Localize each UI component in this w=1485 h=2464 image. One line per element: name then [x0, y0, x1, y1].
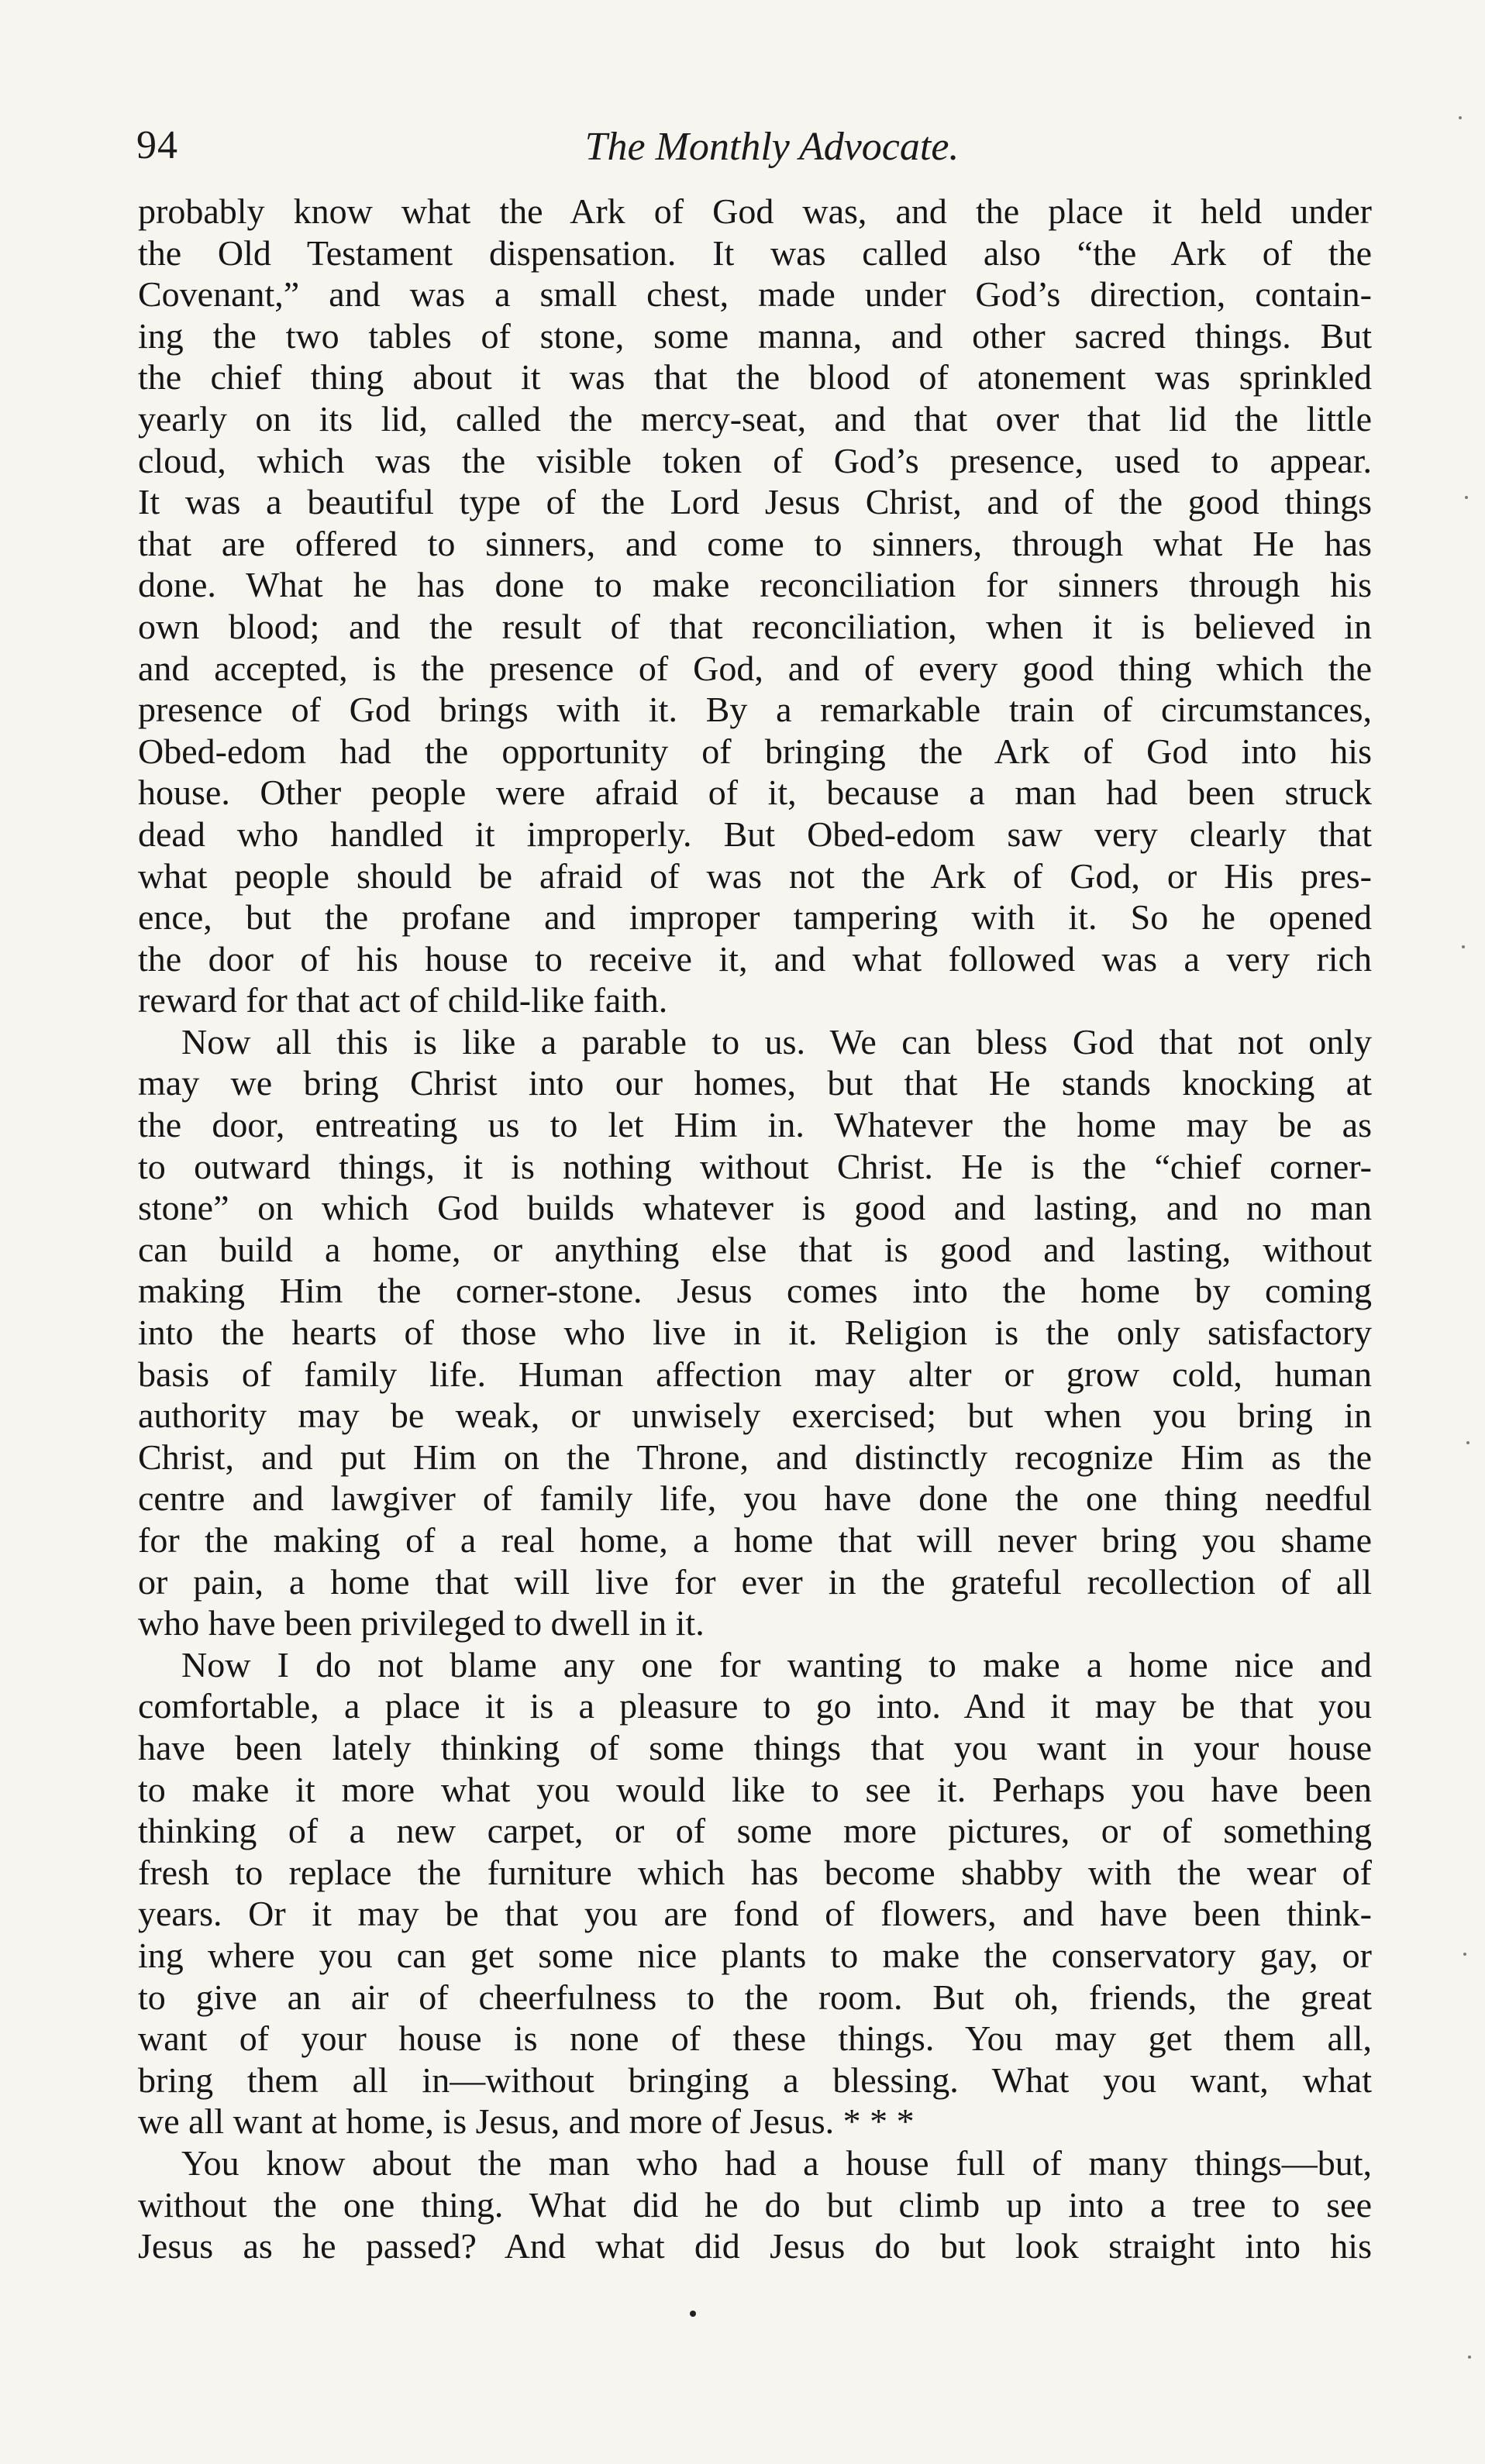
text-line: Now I do not blame any one for wanting to make a home nice and — [181, 1644, 1372, 1685]
text-line: that are offered to sinners, and come to sinners, through what He has — [138, 523, 1372, 563]
text-line: we all want at home, is Jesus, and more of Jesus. * * * — [138, 2101, 915, 2142]
paragraph-1 — [138, 191, 1372, 1021]
text-line: fresh to replace the furniture which has become shabby with the wear of — [138, 1852, 1372, 1892]
page-number: 94 — [136, 123, 178, 167]
text-line: centre and lawgiver of family life, you have done the one thing needful — [138, 1478, 1372, 1519]
text-line: house. Other people were afraid of it, because a man had been struck — [138, 773, 1372, 813]
text-line: for the making of a real home, a home that will never bring you shame — [138, 1520, 1372, 1560]
edge-speck — [1462, 945, 1465, 948]
text-line: what people should be afraid of was not the Ark of God, or His pres- — [138, 855, 1372, 896]
text-line: to give an air of cheerfulness to the room. But oh, friends, the great — [138, 1977, 1372, 2017]
text-line: presence of God brings with it. By a remarkable train of circumstances, — [138, 690, 1372, 730]
text-line: making Him the corner-stone. Jesus comes into the home by coming — [138, 1271, 1372, 1311]
text-line: own blood; and the result of that reconciliation, when it is believed in — [138, 606, 1372, 646]
text-line: have been lately thinking of some things that you want in your house — [138, 1727, 1372, 1767]
body-text — [138, 191, 1372, 2267]
text-line: authority may be weak, or unwisely exercised; but when you bring in — [138, 1395, 1372, 1436]
text-line: Obed-edom had the opportunity of bringing the Ark of God into his — [138, 731, 1372, 771]
text-line: or pain, a home that will live for ever in the grateful recollection of all — [138, 1561, 1372, 1602]
text-line: who have been privileged to dwell in it. — [138, 1603, 705, 1643]
text-line: comfortable, a place it is a pleasure to go into. And it may be that you — [138, 1686, 1372, 1726]
text-line: years. Or it may be that you are fond of flowers, and have been think- — [138, 1894, 1372, 1934]
text-line: thinking of a new carpet, or of some more pictures, or of something — [138, 1811, 1372, 1851]
text-line: It was a beautiful type of the Lord Jesus Christ, and of the good things — [138, 482, 1372, 522]
text-line: without the one thing. What did he do but climb up into a tree to see — [138, 2184, 1372, 2225]
text-line: to outward things, it is nothing without Christ. He is the “chief corner- — [138, 1146, 1372, 1186]
text-line: want of your house is none of these things. You may get them all, — [138, 2018, 1372, 2059]
text-line: into the hearts of those who live in it. Religion is the only satisfactory — [138, 1313, 1372, 1353]
text-line: Christ, and put Him on the Throne, and distinctly recognize Him as the — [138, 1437, 1372, 1477]
page-header — [136, 115, 1376, 177]
paragraph-3 — [138, 1644, 1372, 2142]
text-line: bring them all in—without bringing a blessing. What you want, what — [138, 2060, 1372, 2100]
text-line: probably know what the Ark of God was, and the place it held under — [138, 191, 1372, 231]
text-line: dead who handled it improperly. But Obed-edom saw very clearly that — [138, 814, 1372, 854]
text-line: Now all this is like a parable to us. We can bless God that not only — [181, 1021, 1372, 1062]
edge-speck — [1459, 116, 1462, 119]
text-line: to make it more what you would like to see it. Perhaps you have been — [138, 1769, 1372, 1809]
edge-speck — [1466, 1441, 1469, 1444]
text-line: yearly on its lid, called the mercy-seat, and that over that lid the little — [138, 398, 1372, 439]
text-line: can build a home, or anything else that is good and lasting, without — [138, 1229, 1372, 1269]
text-line: cloud, which was the visible token of God’s presence, used to appear. — [138, 440, 1372, 480]
edge-speck — [1463, 1953, 1466, 1956]
paragraph-2 — [138, 1021, 1372, 1644]
text-line: ing the two tables of stone, some manna, and other sacred things. But — [138, 315, 1372, 356]
text-line: the door of his house to receive it, and what followed was a very rich — [138, 938, 1372, 979]
edge-speck — [1465, 496, 1468, 499]
text-line: ence, but the profane and improper tampering with it. So he opened — [138, 897, 1372, 938]
edge-speck — [1468, 2356, 1471, 2359]
text-line: reward for that act of child-like faith. — [138, 980, 668, 1020]
text-line: basis of family life. Human affection may alter or grow cold, human — [138, 1354, 1372, 1394]
text-line: the Old Testament dispensation. It was called also “the Ark of the — [138, 232, 1372, 273]
text-line: stone” on which God builds whatever is good and lasting, and no man — [138, 1188, 1372, 1228]
text-line: the chief thing about it was that the blood of atonement was sprinkled — [138, 357, 1372, 397]
text-line: You know about the man who had a house full of many things—but, — [181, 2142, 1372, 2183]
page-dot — [690, 2311, 696, 2317]
paragraph-4 — [138, 2142, 1372, 2267]
text-line: done. What he has done to make reconciliation for sinners through his — [138, 565, 1372, 605]
text-line: Covenant,” and was a small chest, made under God’s direction, contain- — [138, 274, 1372, 315]
running-head: The Monthly Advocate. — [584, 125, 960, 169]
text-line: ing where you can get some nice plants to make the conservatory gay, or — [138, 1935, 1372, 1975]
text-line: the door, entreating us to let Him in. Whatever the home may be as — [138, 1105, 1372, 1145]
text-line: may we bring Christ into our homes, but that He stands knocking at — [138, 1063, 1372, 1103]
text-line: Jesus as he passed? And what did Jesus do but look straight into his — [138, 2226, 1372, 2266]
text-line: and accepted, is the presence of God, and of every good thing which the — [138, 648, 1372, 688]
